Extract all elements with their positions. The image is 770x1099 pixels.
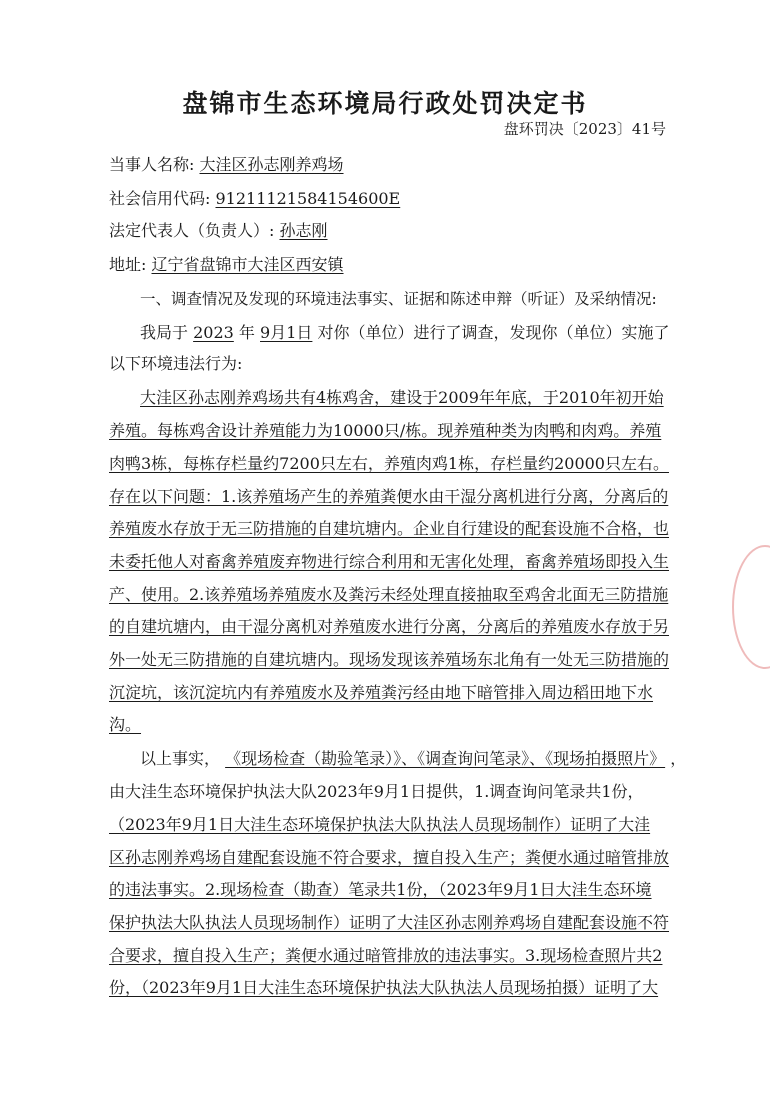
party-name-field — [109, 152, 344, 175]
evidence-line: 区孙志刚养鸡场自建配套设施不符合要求，擅自投入生产；粪便水通过暗管排放 — [109, 848, 670, 867]
evidence-line: （2023年9月1日大洼生态环境保护执法大队执法人员现场制作）证明了大洼 — [109, 815, 651, 834]
evidence-text-a: 以上事实， — [140, 749, 221, 768]
section-heading: 一、调查情况及发现的环境违法事实、证据和陈述申辩（听证）及采纳情况: — [140, 290, 657, 308]
address-label: 地址: — [109, 255, 147, 274]
facts-line: 的自建坑塘内，由干湿分离机对养殖废水进行分离，分离后的养殖废水存放于另 — [109, 617, 670, 636]
intro-text-b: 年 — [238, 323, 255, 342]
credit-code-field — [109, 186, 400, 209]
document-number: 盘环罚决〔2023〕41号 — [503, 120, 666, 138]
official-seal-edge — [732, 545, 770, 669]
intro-text-a: 我局于 — [140, 323, 189, 342]
evidence-line: 的违法事实。2.现场检查（勘查）笔录共1份，（2023年9月1日大洼生态环境 — [109, 880, 652, 899]
facts-line: 存在以下问题：1.该养殖场产生的养殖粪便水由干湿分离机进行分离，分离后的 — [109, 487, 669, 506]
evidence-line-1 — [140, 746, 686, 769]
intro-text-c: 对你（单位）进行了调查，发现你（单位）实施了 — [317, 323, 670, 342]
facts-line: 肉鸭3栋，每栋存栏量约7200只左右，养殖肉鸡1栋，存栏量约20000只左右。 — [109, 454, 669, 473]
evidence-text-b: ， — [670, 749, 687, 768]
address-value: 辽宁省盘锦市大洼区西安镇 — [151, 255, 344, 274]
legal-rep-field — [109, 218, 328, 241]
party-name-label: 当事人名称: — [109, 155, 195, 174]
intro-date: 9月1日 — [260, 323, 313, 342]
evidence-line: 份，（2023年9月1日大洼生态环境保护执法大队执法人员现场拍摄）证明了大 — [109, 978, 659, 997]
facts-line: 养殖废水存放于无三防措施的自建坑塘内。企业自行建设的配套设施不合格，也 — [109, 519, 670, 538]
facts-line: 沉淀坑，该沉淀坑内有养殖废水及养殖粪污经由地下暗管排入周边稻田地下水 — [109, 683, 654, 702]
intro-line-2: 以下环境违法行为: — [109, 354, 243, 373]
legal-rep-value: 孙志刚 — [279, 221, 328, 240]
legal-rep-label: 法定代表人（负责人）: — [109, 221, 275, 240]
evidence-documents: 《现场检查（勘验笔录）》、《调查询问笔录》、《现场拍摄照片》 — [225, 749, 666, 768]
credit-code-value: 91211121584154600E — [215, 189, 401, 208]
document-title: 盘锦市生态环境局行政处罚决定书 — [182, 89, 588, 118]
facts-line: 沟。 — [109, 715, 142, 734]
intro-line-1 — [140, 320, 670, 343]
evidence-line: 由大洼生态环境保护执法大队2023年9月1日提供，1.调查询问笔录共1份， — [109, 782, 644, 801]
address-field — [109, 252, 344, 275]
evidence-line: 保护执法大队执法人员现场制作）证明了大洼区孙志刚养鸡场自建配套设施不符 — [109, 913, 670, 932]
facts-line: 外一处无三防措施的自建坑塘内。现场发现该养殖场东北角有一处无三防措施的 — [109, 650, 670, 669]
facts-line: 养殖。每栋鸡舍设计养殖能力为10000只/栋。现养殖种类为肉鸭和肉鸡。养殖 — [109, 421, 662, 440]
credit-code-label: 社会信用代码: — [109, 189, 211, 208]
facts-line: 未委托他人对畜禽养殖废弃物进行综合利用和无害化处理，畜禽养殖场即投入生 — [109, 552, 670, 571]
facts-line: 大洼区孙志刚养鸡场共有4栋鸡舍，建设于2009年年底，于2010年初开始 — [140, 388, 664, 407]
intro-year: 2023 — [193, 323, 234, 342]
party-name-value: 大洼区孙志刚养鸡场 — [199, 155, 344, 174]
facts-line: 产、使用。2.该养殖场养殖废水及粪污未经处理直接抽取至鸡舍北面无三防措施 — [109, 585, 669, 604]
evidence-line: 合要求，擅自投入生产；粪便水通过暗管排放的违法事实。3.现场检查照片共2 — [109, 946, 663, 965]
